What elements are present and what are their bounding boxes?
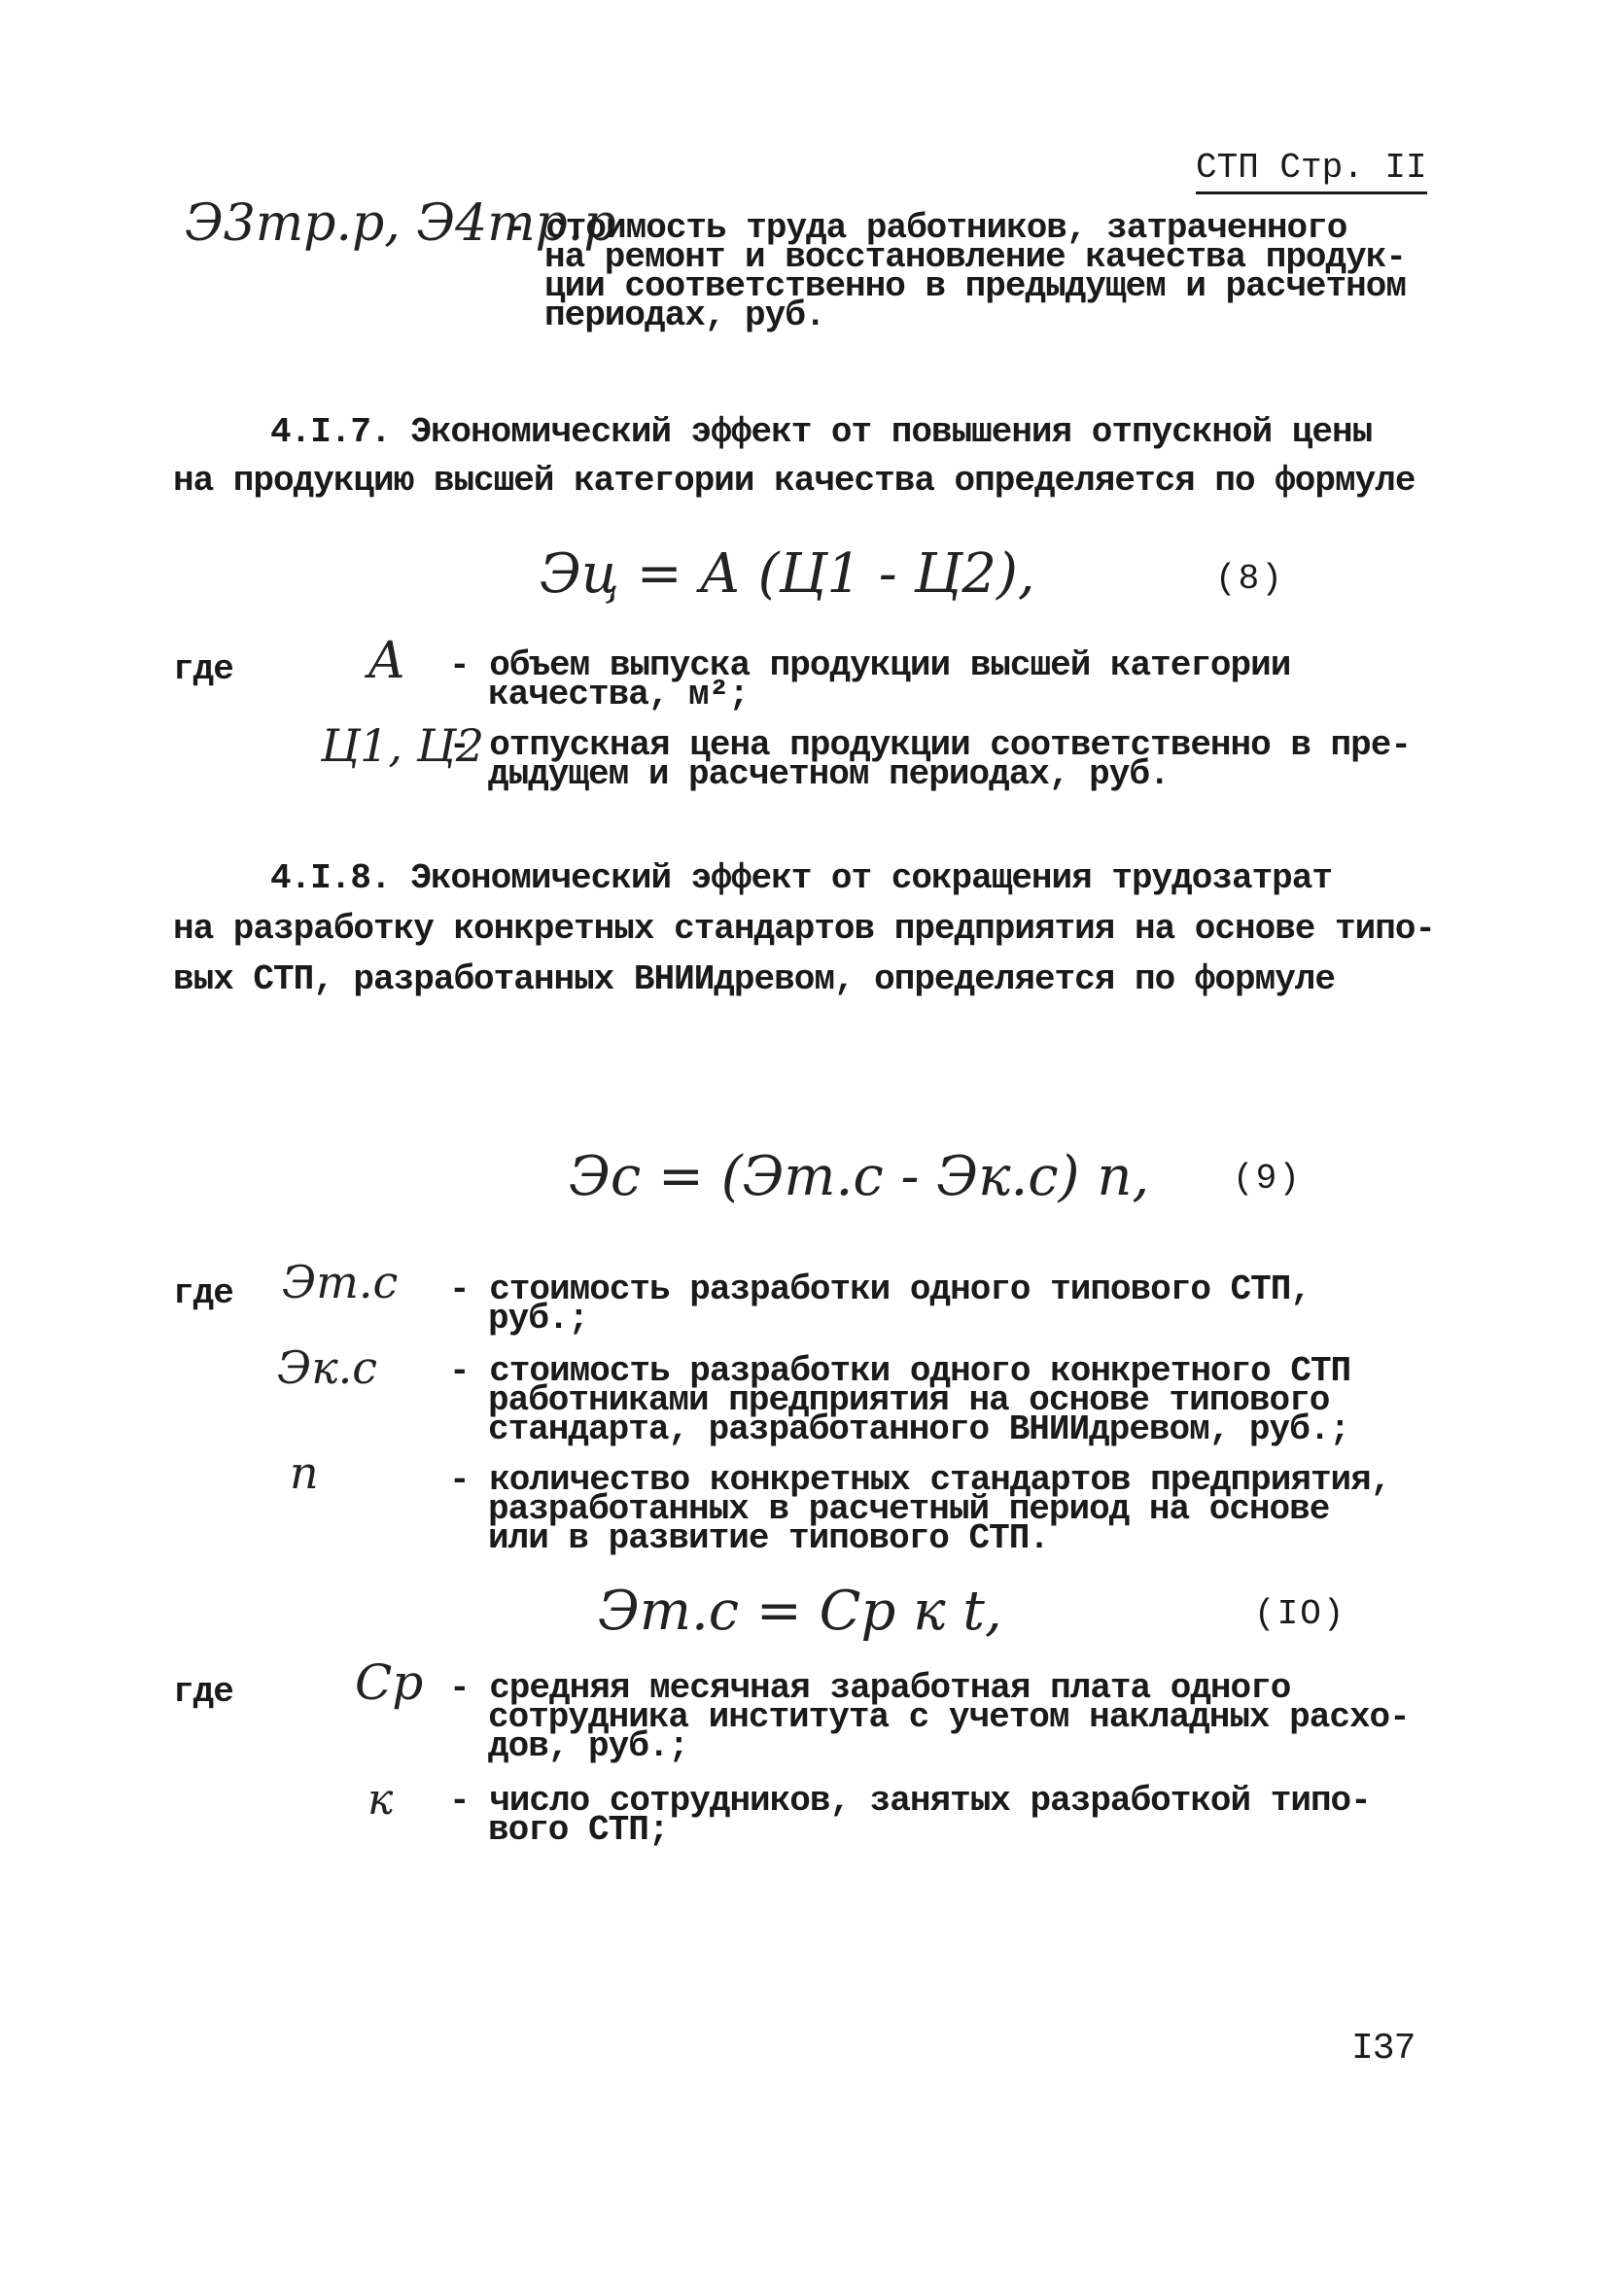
symbol-et-s: Эт.с bbox=[282, 1256, 399, 1308]
formula-9: Эс = (Эт.с - Эк.с) п, bbox=[569, 1145, 1150, 1208]
paragraph-line: 4.I.7. Экономический эффект от повышения отпускной цены bbox=[270, 412, 1373, 452]
definition-cp bbox=[449, 1668, 1410, 1766]
paragraph-line: 4.I.8. Экономический эффект от сокращения трудозатрат bbox=[270, 858, 1332, 898]
block1-line: периодах, руб. bbox=[544, 296, 825, 335]
definition-line: - стоимость разработки одного типового СТП, bbox=[449, 1270, 1311, 1309]
definition-line: руб.; bbox=[488, 1299, 589, 1339]
definition-line: работниками предприятия на основе типового bbox=[488, 1380, 1330, 1420]
symbol-ek-s: Эк.с bbox=[277, 1341, 378, 1394]
definition-ek-s bbox=[449, 1351, 1351, 1449]
symbol-a: А bbox=[367, 632, 406, 690]
equation-number-9: (9) bbox=[1233, 1159, 1302, 1199]
definition-n bbox=[449, 1460, 1391, 1558]
definition-line: - отпускная цена продукции соответственно в пре- bbox=[449, 725, 1411, 765]
definition-line: дыдущем и расчетном периодах, руб. bbox=[488, 754, 1170, 794]
definition-line: или в развитие типового СТП. bbox=[488, 1518, 1049, 1558]
block1-line: на ремонт и восстановление качества продук- bbox=[544, 237, 1406, 277]
symbol-cp: Ср bbox=[355, 1654, 424, 1711]
paragraph-line: на разработку конкретных стандартов предприятия на основе типо- bbox=[173, 909, 1436, 949]
definition-line: сотрудника института с учетом накладных расхо- bbox=[488, 1697, 1410, 1737]
section-4-1-8-text bbox=[173, 853, 1435, 1005]
equation-number-10: (IO) bbox=[1254, 1594, 1346, 1634]
definition-line: - количество конкретных стандартов предприятия, bbox=[449, 1460, 1391, 1500]
running-header: СТП Стр. II bbox=[1196, 148, 1427, 194]
definition-et-s bbox=[449, 1270, 1311, 1339]
block1-line: ции соответственно в предыдущем и расчетном bbox=[544, 266, 1406, 306]
symbol-k: к bbox=[367, 1775, 394, 1825]
definition-line: стандарта, разработанного ВНИИдревом, руб.; bbox=[488, 1409, 1349, 1449]
page-number: I37 bbox=[1351, 2028, 1416, 2070]
formula-8: Эц = А (Ц1 - Ц2), bbox=[540, 542, 1035, 606]
definition-k bbox=[449, 1781, 1371, 1850]
definition-line: дов, руб.; bbox=[488, 1726, 689, 1766]
symbol-e3-e4: Э3тр.р, Э4тр.р bbox=[185, 194, 616, 253]
formula-10: Эт.с = Ср к t, bbox=[598, 1580, 1002, 1643]
symbol-c1-c2: Ц1, Ц2 bbox=[321, 719, 485, 772]
paragraph-line: на продукцию высшей категории качества определяется по формуле bbox=[173, 461, 1416, 501]
definition-line: вого СТП; bbox=[488, 1810, 669, 1850]
block1-definition bbox=[506, 208, 1406, 335]
section-4-1-7-text bbox=[173, 408, 1415, 505]
definition-c1-c2 bbox=[449, 725, 1411, 794]
equation-number-8: (8) bbox=[1215, 559, 1284, 599]
symbol-n: п bbox=[290, 1446, 319, 1499]
definition-line: - стоимость разработки одного конкретного СТП bbox=[449, 1351, 1351, 1391]
definition-line: - число сотрудников, занятых разработкой типо- bbox=[449, 1781, 1371, 1821]
definition-a bbox=[449, 645, 1291, 714]
definition-line: - средняя месячная заработная плата одного bbox=[449, 1668, 1291, 1708]
where-label: где bbox=[173, 1273, 233, 1313]
definition-line: качества, м²; bbox=[488, 675, 749, 714]
where-label: где bbox=[173, 649, 233, 689]
where-label: где bbox=[173, 1672, 233, 1712]
definition-line: разработанных в расчетный период на основе bbox=[488, 1489, 1330, 1529]
definition-line: - объем выпуска продукции высшей категории bbox=[449, 645, 1291, 685]
paragraph-line: вых СТП, разработанных ВНИИдревом, определяется по формуле bbox=[173, 959, 1336, 999]
block1-line: - стоимость труда работников, затраченного bbox=[506, 208, 1347, 248]
